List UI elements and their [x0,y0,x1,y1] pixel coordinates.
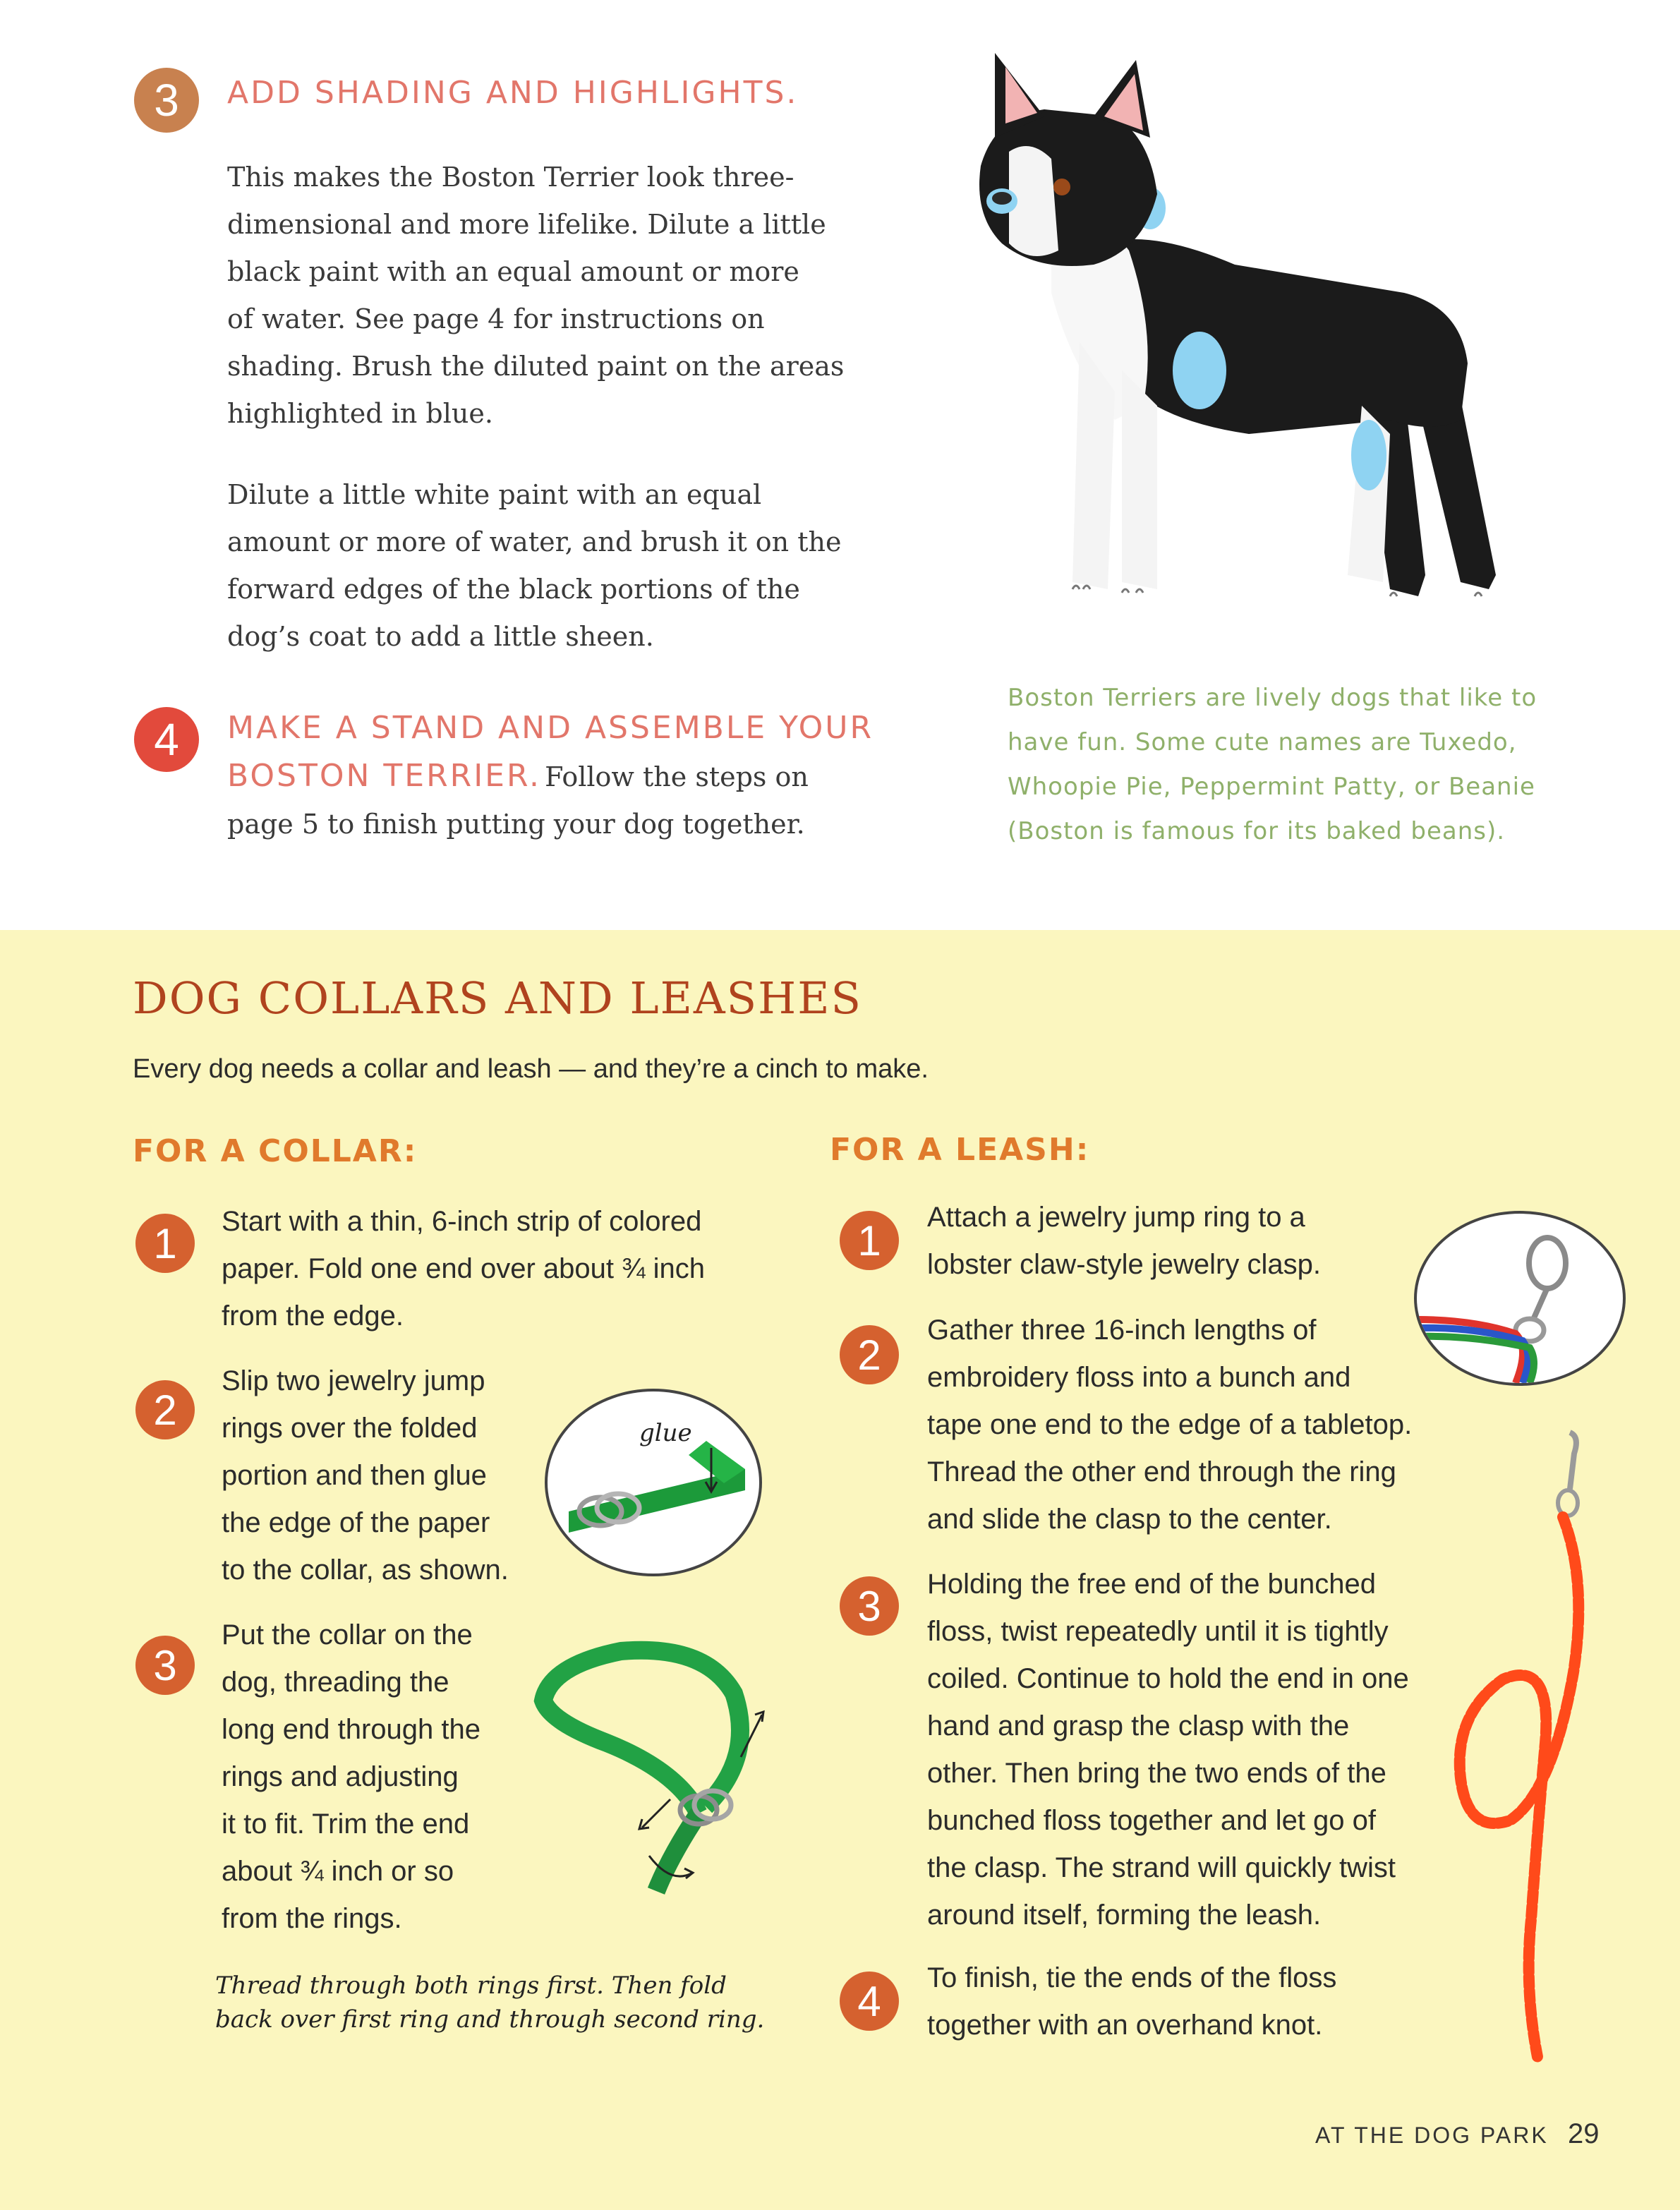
collar-step-1-badge: 1 [135,1214,195,1273]
leash-step-4-badge: 4 [840,1972,899,2031]
leash-step-2-text: Gather three 16-inch lengths of embroidery floss into a bunch and tape one end to the edge of a tabletop. Thread the other end through the ring and slide the clasp to the center. [927,1315,1413,1535]
collar-heading: FOR A COLLAR: [133,1133,418,1169]
leash-step-4-text: To finish, tie the ends of the floss together with an overhand knot. [927,1962,1337,2041]
glue-label: glue [639,1419,692,1447]
step-4-badge: 4 [134,707,199,772]
collar-step-2-badge: 2 [135,1380,195,1439]
page-number: 29 [1568,2118,1600,2149]
step-3-paragraph-1: This makes the Boston Terrier look three- dimensional and more lifelike. Dilute a little black paint with an equal amount or more of water. See page 4 for instructions on shading. Brush the diluted paint on the areas highlighted in blue. [227,162,845,429]
collar-threading-note: Thread through both rings first. Then fold back over first ring and through second ring. [215,1972,765,2034]
leash-heading: FOR A LEASH: [830,1132,1090,1168]
step-3-badge: 3 [134,68,199,133]
leash-step-1-badge: 1 [840,1211,899,1270]
leash-step-3-text: Holding the free end of the bunched floss, twist repeatedly until it is tightly coiled. Continue to hold the end in one hand and grasp the clasp with the other. Then bring the two ends of the bunched floss together and let go of the clasp. The strand will quickly twist around itself, forming the leash. [927,1569,1409,1931]
clasp-floss-image [1417,1214,1623,1383]
step-3-heading: ADD SHADING AND HIGHLIGHTS. [227,75,799,111]
section-title: DOG COLLARS AND LEASHES [133,972,862,1024]
glue-rings-photo [545,1389,762,1576]
leash-step-2-badge: 2 [840,1325,899,1384]
collar-step-1-text: Start with a thin, 6-inch strip of colored paper. Fold one end over about ¾ inch from the edge. [222,1206,705,1332]
step-4-text: MAKE A STAND AND ASSEMBLE YOUR BOSTON TERRIER. Follow the steps on page 5 to finish putting your dog together. [227,710,874,840]
clasp-ring-photo [1414,1211,1626,1386]
leash-step-3-badge: 3 [840,1576,899,1636]
dog-names-caption: Boston Terriers are lively dogs that like to have fun. Some cute names are Tuxedo, Whoopie Pie, Peppermint Patty, or Beanie (Boston is famous for its baked beans). [1008,684,1537,845]
section-intro: Every dog needs a collar and leash — and they’re a cinch to make. [133,1054,929,1084]
boston-terrier-illustration [967,39,1531,632]
collar-step-3-text: Put the collar on the dog, threading the long end through the rings and adjusting it to fit. Trim the end about ¾ inch or so from the rings. [222,1619,481,1934]
collar-step-3-badge: 3 [135,1636,195,1695]
finished-collar-image [522,1623,783,1933]
step-3-paragraph-2: Dilute a little white paint with an equal amount or more of water, and brush it on the forward edges of the black portions of the dog’s coat to add a little sheen. [227,479,842,652]
footer-section-label: AT THE DOG PARK [1315,2123,1549,2148]
leash-step-1-text: Attach a jewelry jump ring to a lobster claw-style jewelry clasp. [927,1202,1321,1280]
collar-strip-rings-image [548,1391,759,1574]
collar-step-2-text: Slip two jewelry jump rings over the folded portion and then glue the edge of the paper to the collar, as shown. [222,1365,509,1586]
finished-leash-image [1446,1425,1616,2075]
